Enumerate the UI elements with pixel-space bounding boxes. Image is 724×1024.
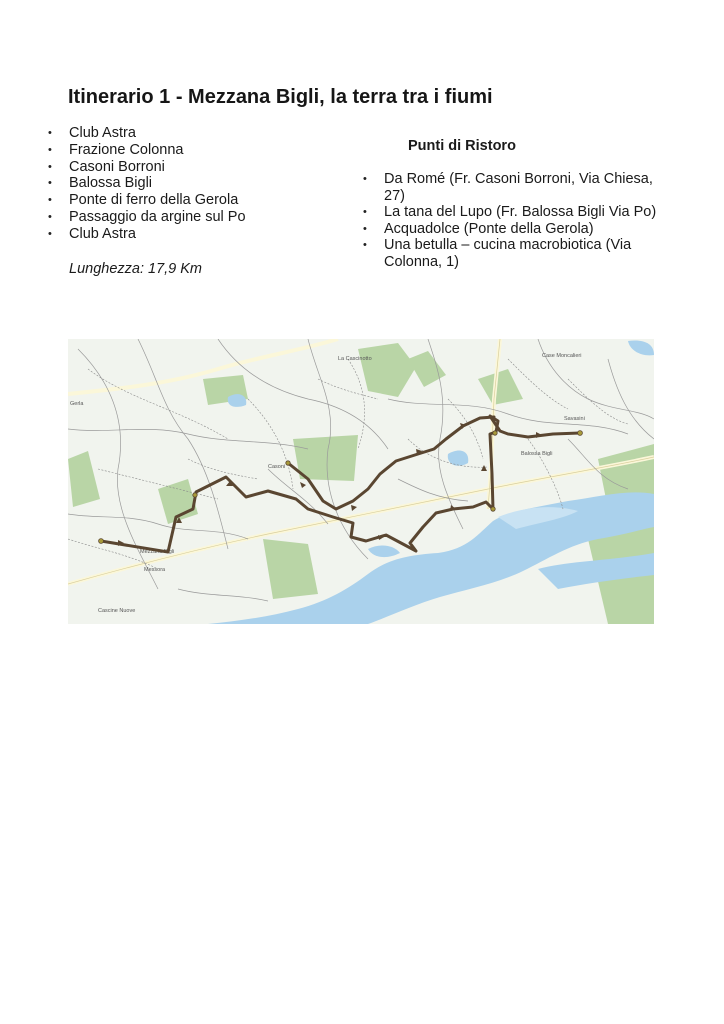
list-item: • Club Astra [34, 125, 246, 142]
route-length: Lunghezza: 17,9 Km [69, 261, 203, 277]
page-title: Itinerario 1 - Mezzana Bigli, la terra tra i fiumi [68, 86, 493, 108]
map-label-savasini: Savasini [564, 416, 585, 422]
list-item: • Casoni Borroni [34, 159, 246, 176]
list-item: • Da Romé (Fr. Casoni Borroni, Via Chiesa, 27) [360, 171, 660, 204]
list-item: • Frazione Colonna [34, 142, 246, 159]
list-item: • La tana del Lupo (Fr. Balossa Bigli Via Po) [360, 204, 660, 221]
map-label-gerla: Gerla [70, 401, 84, 407]
ristoro-heading: Punti di Ristoro [408, 138, 516, 154]
list-item: • Club Astra [34, 226, 246, 243]
list-item: • Ponte di ferro della Gerola [34, 192, 246, 209]
map-label-cascinotto: La Cascinotto [338, 356, 372, 362]
map-label-casoni: Casoni [268, 464, 286, 470]
route-stops-list [34, 125, 246, 243]
list-item: • Acquadolce (Ponte della Gerola) [360, 221, 660, 238]
route-map[interactable] [68, 339, 654, 624]
map-label-balossa: Balossa Bigli [521, 451, 553, 457]
ristoro-list [360, 171, 660, 271]
map-label-messora: Messora [144, 567, 166, 573]
map-label-mezzana: Mezzana Bigli [140, 549, 175, 555]
list-item: • Balossa Bigli [34, 175, 246, 192]
map-label-case-moncalieri: Case Moncalieri [542, 353, 582, 359]
list-item: • Passaggio da argine sul Po [34, 209, 246, 226]
map-label-cascine: Cascine Nuove [98, 608, 136, 614]
list-item: • Una betulla – cucina macrobiotica (Via Colonna, 1) [360, 237, 660, 270]
